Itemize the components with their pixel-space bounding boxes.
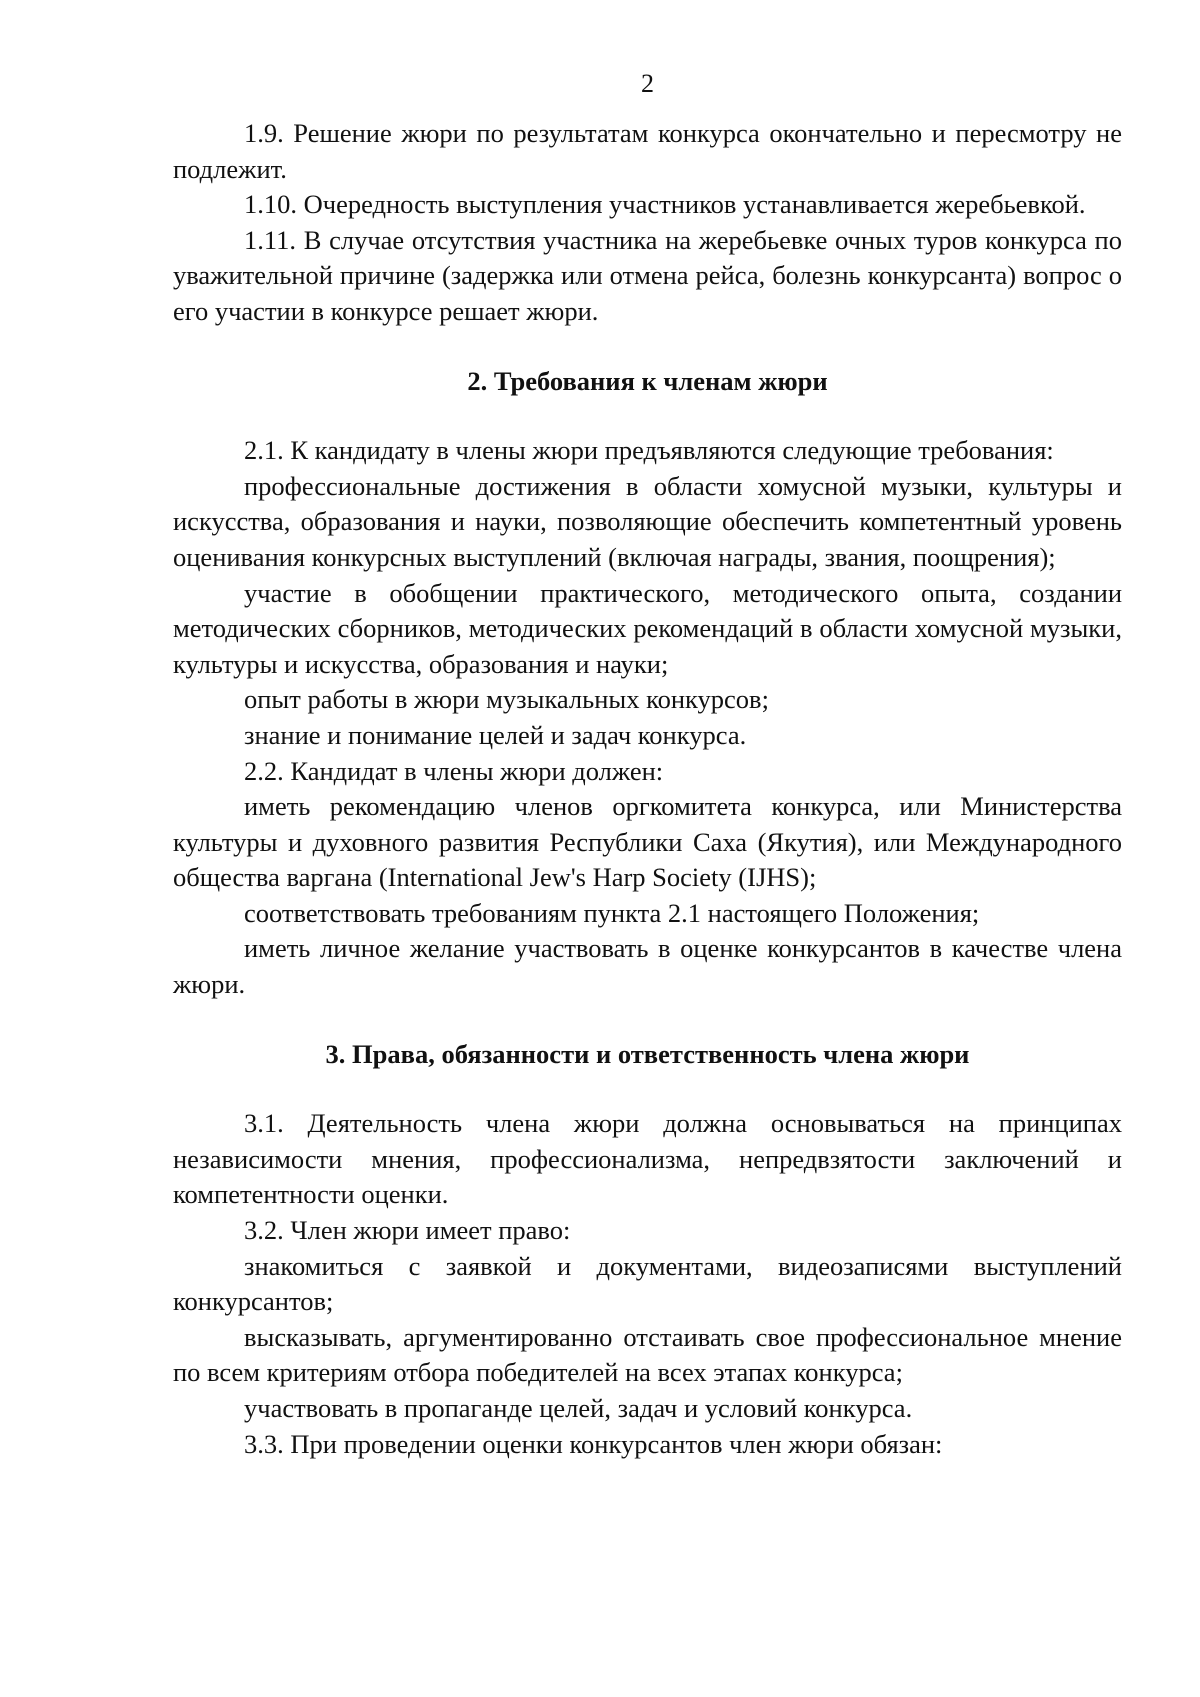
paragraph-2-2-item-3: иметь личное желание участвовать в оценке конкурсантов в качестве члена жюри. xyxy=(173,933,1122,1000)
section-3-heading: 3. Права, обязанности и ответственность члена жюри xyxy=(325,1038,970,1069)
paragraph-2-2-item-2: соответствовать требованиям пункта 2.1 настоящего Положения; xyxy=(244,897,980,928)
paragraph-2-1-item-3: опыт работы в жюри музыкальных конкурсов; xyxy=(244,684,769,715)
paragraph-3-2-item-2: высказывать, аргументированно отстаивать свое профессиональное мнение по всем критериям отбора победителей на всех этапах конкурса; xyxy=(173,1321,1122,1388)
paragraph-3-2: 3.2. Член жюри имеет право: xyxy=(244,1215,571,1246)
document-page xyxy=(173,66,1122,1462)
paragraph-3-2-item-3: участвовать в пропаганде целей, задач и условий конкурса. xyxy=(244,1393,913,1423)
paragraph-1-10: 1.10. Очередность выступления участников устанавливается жеребьевкой. xyxy=(244,189,1086,220)
paragraph-2-2: 2.2. Кандидат в члены жюри должен: xyxy=(244,755,664,786)
paragraph-2-1-item-2: участие в обобщении практического, методического опыта, создании методических сборников, методических рекомендаций в области хомусной музыки, культуры и искусства, образования и науки; xyxy=(173,577,1122,679)
section-2-heading: 2. Требования к членам жюри xyxy=(467,365,828,396)
paragraph-1-11: 1.11. В случае отсутствия участника на жеребьевке очных туров конкурса по уважительной причине (задержка или отмена рейса, болезнь конкурсанта) вопрос о его участии в конкурсе решает жюри. xyxy=(173,224,1122,326)
paragraph-3-2-item-1: знакомиться с заявкой и документами, видеозаписями выступлений конкурсантов; xyxy=(173,1250,1122,1317)
paragraph-2-1-item-4: знание и понимание целей и задач конкурса. xyxy=(244,719,747,750)
paragraph-3-1: 3.1. Деятельность члена жюри должна основываться на принципах независимости мнения, профессионализма, непредвзятости заключений и компетентности оценки. xyxy=(173,1108,1122,1210)
paragraph-1-9: 1.9. Решение жюри по результатам конкурса окончательно и пересмотру не подлежит. xyxy=(173,118,1122,184)
paragraph-2-2-item-1: иметь рекомендацию членов оргкомитета конкурса, или Министерства культуры и духовного развития Республики Саха (Якутия), или Международного общества варгана (International Jew's Harp Society (IJHS); xyxy=(173,791,1122,893)
paragraph-2-1: 2.1. К кандидату в члены жюри предъявляются следующие требования: xyxy=(244,435,1054,466)
paragraph-2-1-item-1: профессиональные достижения в области хомусной музыки, культуры и искусства, образования и науки, позволяющие обеспечить компетентный уровень оценивания конкурсных выступлений (включая награды, звания, поощрения); xyxy=(173,470,1122,572)
paragraph-3-3: 3.3. При проведении оценки конкурсантов член жюри обязан: xyxy=(244,1428,943,1459)
page-number: 2 xyxy=(641,69,654,98)
